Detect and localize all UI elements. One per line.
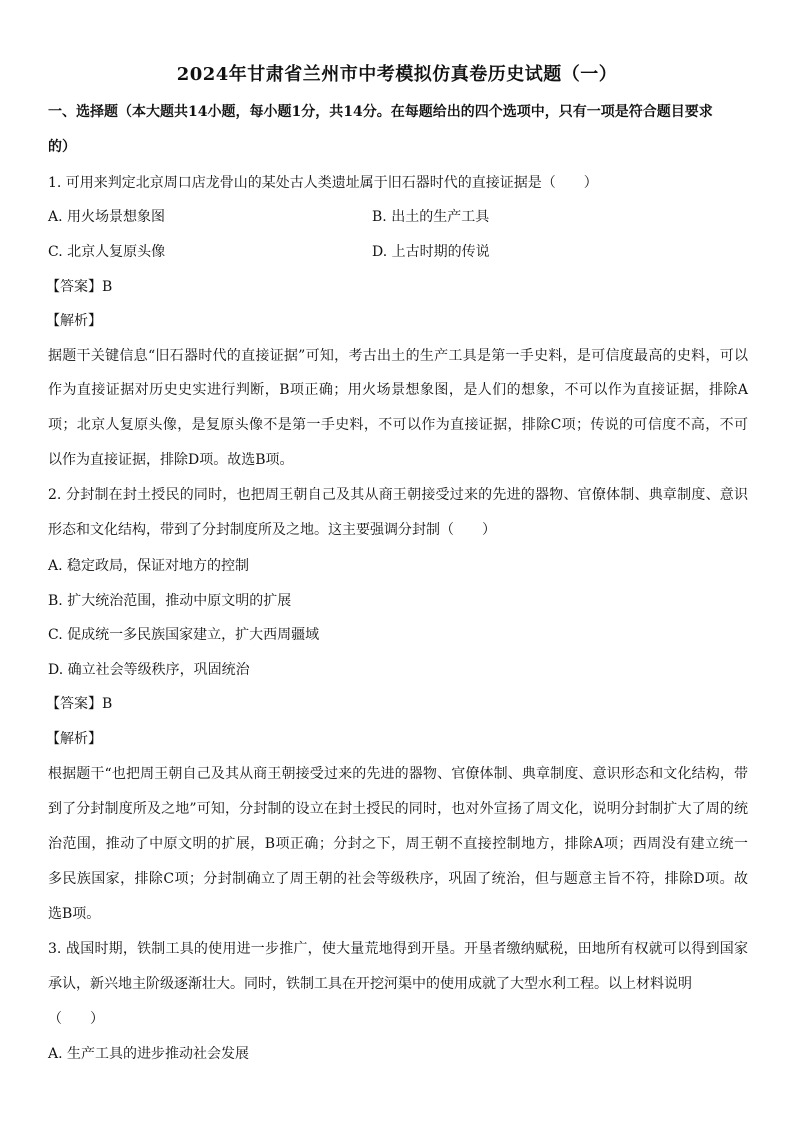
q1-analysis-line-4: 以作为直接证据，排除D项。故选B项。 (48, 452, 294, 468)
q2-analysis-line-1: 根据题干“也把周王朝自己及其从商王朝接受过来的先进的器物、官僚体制、典章制度、意识形态和文化结构，带 (48, 766, 748, 782)
q2-analysis-line-2: 到了分封制度所及之地”可知，分封制的设立在封土授民的同时，也对外宣扬了周文化，说明分封制扩大了周的统 (48, 801, 748, 817)
q2-option-b: B. 扩大统治范围，推动中原文明的扩展 (48, 593, 292, 609)
q2-analysis-line-3: 治范围，推动了中原文明的扩展，B项正确；分封之下，周王朝不直接控制地方，排除A项；西周没有建立统一 (48, 836, 748, 852)
q1-answer: 【答案】B (46, 279, 113, 295)
q1-option-b: B. 出土的生产工具 (372, 209, 490, 225)
q1-option-c: C. 北京人复原头像 (48, 244, 166, 260)
q2-stem-line-2: 形态和文化结构，带到了分封制度所及之地。这主要强调分封制（ ） (48, 522, 496, 538)
q2-analysis-line-4: 多民族国家，排除C项；分封制确立了周王朝的社会等级秩序，巩固了统治，但与题意主旨不符，排除D项。故 (48, 871, 748, 887)
q1-analysis-label: 【解析】 (46, 313, 102, 329)
q1-analysis-line-1: 据题干关键信息“旧石器时代的直接证据”可知，考古出土的生产工具是第一手史料，是可信度最高的史料，可以 (48, 348, 748, 364)
q1-option-d: D. 上古时期的传说 (372, 244, 490, 260)
q3-option-a: A. 生产工具的进步推动社会发展 (48, 1046, 250, 1062)
page-title: 2024年甘肃省兰州市中考模拟仿真卷历史试题（一） (176, 64, 618, 85)
q3-stem-line-3: （ ） (48, 1011, 104, 1027)
q2-stem-line-1: 2. 分封制在封土授民的同时，也把周王朝自己及其从商王朝接受过来的先进的器物、官僚体制、典章制度、意识 (48, 487, 748, 503)
q1-stem: 1. 可用来判定北京周口店龙骨山的某处古人类遗址属于旧石器时代的直接证据是（ ） (48, 175, 598, 191)
q1-analysis-line-3: 项；北京人复原头像，是复原头像不是第一手史料，不可以作为直接证据，排除C项；传说的可信度不高，不可 (48, 417, 748, 433)
q3-stem-line-2: 承认，新兴地主阶级逐渐壮大。同时，铁制工具在开挖河渠中的使用成就了大型水利工程。以上材料说明 (48, 976, 692, 992)
q2-analysis-line-5: 选B项。 (48, 906, 101, 922)
q2-answer: 【答案】B (46, 696, 113, 712)
q1-option-a: A. 用火场景想象图 (48, 209, 166, 225)
q3-stem-line-1: 3. 战国时期，铁制工具的使用进一步推广，使大量荒地得到开垦。开垦者缴纳赋税，田地所有权就可以得到国家 (48, 941, 748, 957)
q1-analysis-line-2: 作为直接证据对历史史实进行判断，B项正确；用火场景想象图，是人们的想象，不可以作为直接证据，排除A (48, 382, 748, 398)
q2-option-c: C. 促成统一多民族国家建立，扩大西周疆域 (48, 627, 320, 643)
section-heading-line-1: 一、选择题（本大题共14小题，每小题1分，共14分。在每题给出的四个选项中，只有一项是符合题目要求 (48, 104, 713, 120)
q2-option-d: D. 确立社会等级秩序，巩固统治 (48, 662, 250, 678)
q2-analysis-label: 【解析】 (46, 731, 102, 747)
section-heading-line-2: 的） (48, 139, 76, 155)
q2-option-a: A. 稳定政局，保证对地方的控制 (48, 558, 250, 574)
